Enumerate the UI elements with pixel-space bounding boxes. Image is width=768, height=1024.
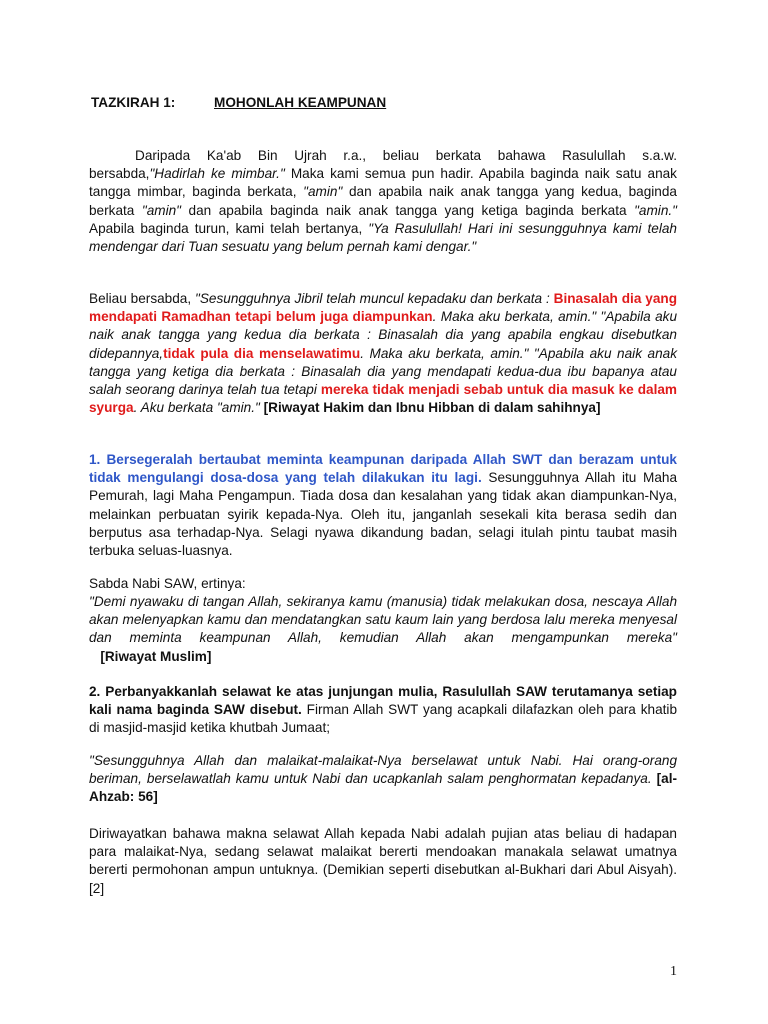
page-number: 1 <box>670 964 677 979</box>
paragraph-ayat <box>89 752 677 807</box>
p1-text-e: dan apabila naik anak tangga yang kedua, baginda berkata <box>89 184 677 218</box>
p1-text-a: Daripada Ka'ab Bin Ujrah r.a., beliau berkata bahawa Rasulullah s.a.w. bersabda, <box>89 148 677 182</box>
point-2-heading: 2. Perbanyakkanlah selawat ke atas junjungan mulia, Rasulullah SAW terutamanya setiap kali nama baginda SAW disebut. <box>89 684 677 718</box>
p2-quote-end: . Aku berkata "amin." <box>133 400 264 416</box>
point-1-heading: 1. Bersegeralah bertaubat meminta keampunan daripada Allah SWT dan berazam untuk tidak mengulangi dosa-dosa yang telah dilakukan itu lagi. <box>89 452 677 486</box>
p1-text-g: dan apabila baginda naik anak tangga yang ketiga baginda berkata <box>181 202 635 218</box>
p1-text-c: Maka kami semua pun hadir. Apabila baginda naik satu anak tangga mimbar, baginda berkata, <box>89 166 677 200</box>
ayat-citation: [al-Ahzab: 56] <box>89 771 677 805</box>
p2-quote-start: "Sesungguhnya Jibril telah muncul kepadaku dan berkata : <box>195 291 554 306</box>
point-2-text: Firman Allah SWT yang acapkali dilafazkan oleh para khatib di masjid-masjid ketika khutbah Jumaat; <box>89 702 678 736</box>
paragraph-sabda-quote <box>89 593 677 666</box>
sabda-citation: [Riwayat Muslim] <box>89 648 212 664</box>
p2-quote-second: . Maka aku berkata, amin." "Apabila aku naik anak tangga yang kedua dia berkata : Binasalah dia yang apabila engkau disebutkan didepannya, <box>89 309 678 361</box>
p1-quote-ya-rasulullah: "Ya Rasulullah! Hari ini sesungguhnya kami telah mendengar dari Tuan sesuatu yang belum pernah kami dengar." <box>89 220 677 255</box>
p2-red-ramadhan: Binasalah dia yang mendapati Ramadhan tetapi belum juga diampunkan <box>89 291 677 325</box>
ayat-quote: "Sesungguhnya Allah dan malaikat-malaikat-Nya berselawat untuk Nabi. Hai orang-orang beriman, berselawatlah kamu untuk Nabi dan ucapkanlah salam penghormatan kepadanya. <box>89 753 677 787</box>
page-title <box>91 94 386 112</box>
paragraph-hadith-intro <box>89 147 677 256</box>
p2-red-selawat: tidak pula dia menselawatimu <box>163 345 361 361</box>
p1-amin-3: "amin." <box>634 202 677 218</box>
paragraph-selawat-meaning <box>89 825 677 898</box>
title-text: MOHONLAH KEAMPUNAN <box>214 95 387 110</box>
paragraph-jibril <box>89 290 677 417</box>
p2-text-a: Beliau bersabda, <box>89 291 196 306</box>
p2-red-syurga: mereka tidak menjadi sebab untuk dia masuk ke dalam syurga <box>89 382 677 416</box>
p2-quote-third: . Maka aku berkata, amin." "Apabila aku naik anak tangga yang ketiga dia berkata : Binasalah dia yang mendapati kedua-dua ibu bapanya atau salah seorang darinya telah tua tetapi <box>89 345 677 398</box>
sabda-label: Sabda Nabi SAW, ertinya: <box>89 576 246 591</box>
paragraph-point-1 <box>89 451 677 560</box>
selawat-meaning-text: Diriwayatkan bahawa makna selawat Allah kepada Nabi adalah pujian atas beliau di hadapan para malaikat-Nya, sedang selawat malaikat bererti mendoakan manakala selawat umatnya bererti permohonan ampun untuknya. (Demikian seperti disebutkan al-Bukhari dari Abul Aisyah). [2] <box>89 826 677 896</box>
p1-quote-hadirlah: "Hadirlah ke mimbar." <box>149 166 285 182</box>
sabda-quote: "Demi nyawaku di tangan Allah, sekiranya kamu (manusia) tidak melakukan dosa, nescaya Allah akan melenyapkan kamu dan mendatangkan satu kaum lain yang berdosa lalu mereka menyesal dan meminta keampunan Allah, kemudian Allah akan mengampunkan mereka" <box>89 594 677 646</box>
p1-text-i: Apabila baginda turun, kami telah bertanya, <box>89 220 369 236</box>
p1-amin-2: "amin" <box>141 202 181 218</box>
p2-citation: [Riwayat Hakim dan Ibnu Hibban di dalam sahihnya] <box>263 400 601 416</box>
paragraph-point-2 <box>89 683 677 738</box>
paragraph-sabda-label <box>89 575 677 593</box>
point-1-text: Sesungguhnya Allah itu Maha Pemurah, lagi Maha Pengampun. Tiada dosa dan kesalahan yang tidak akan diampunkan-Nya, melainkan perbuatan syirik kepada-Nya. Oleh itu, janganlah sesekali kita berasa sedih dan berputus asa terhadap-Nya. Selagi nyawa dikandung badan, selagi itulah pintu taubat masih terbuka seluas-luasnya. <box>89 470 678 559</box>
p1-amin-1: "amin" <box>303 184 343 200</box>
title-number: TAZKIRAH 1: <box>91 95 176 110</box>
